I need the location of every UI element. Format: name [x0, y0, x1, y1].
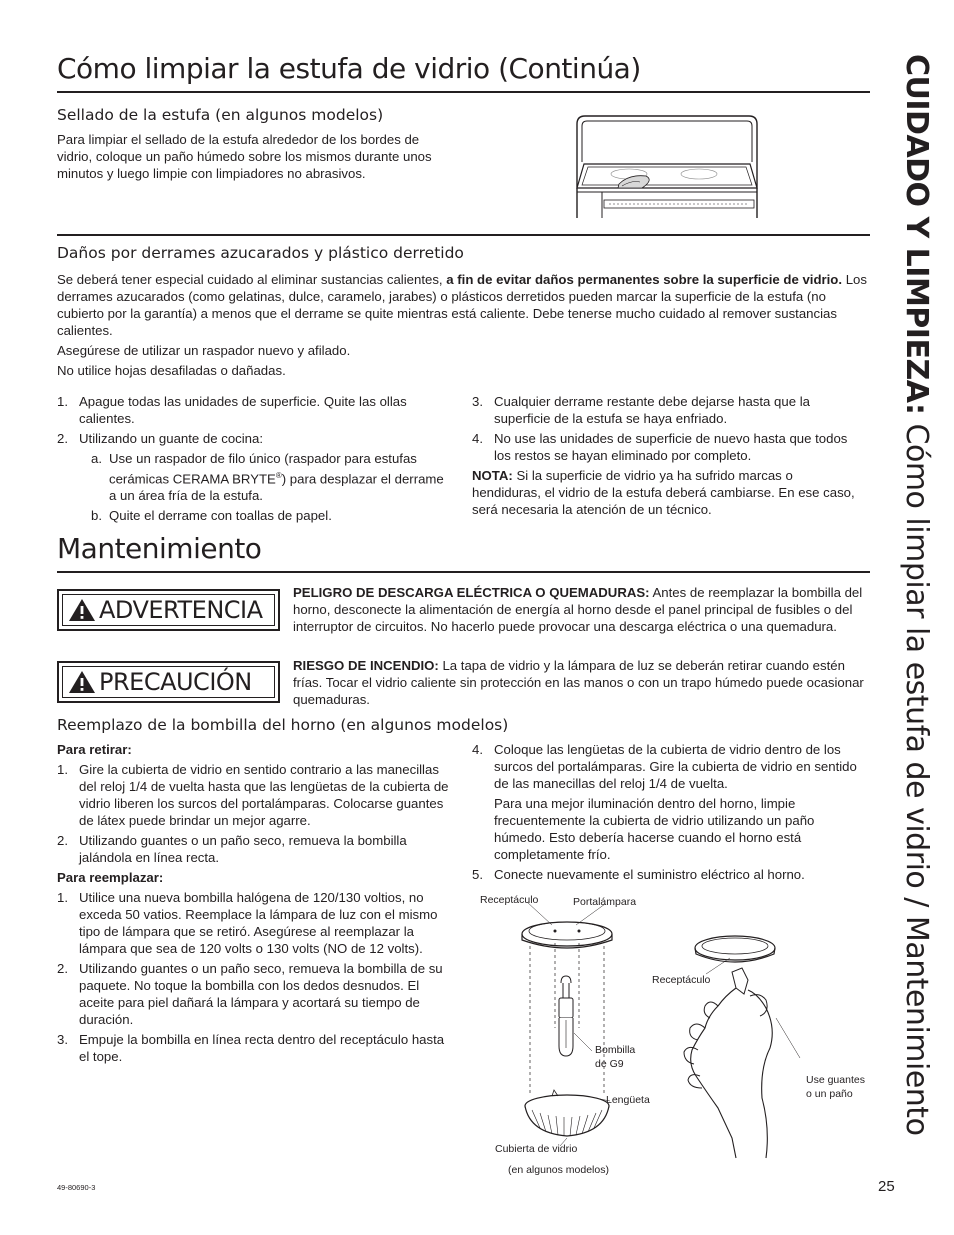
warning-box: [57, 589, 280, 631]
caution-text-body: La tapa de vidrio y la lámpara de luz se deberán retirar cuando estén frías. Tocar el vidrio caliente sin protección en las manos o con un trapo húmedo puede ocasionar quemaduras.: [293, 658, 864, 707]
label-gloves-1: Use guantes: [806, 1074, 865, 1086]
sub-step-text: Quite el derrame con toallas de papel.: [109, 508, 332, 524]
warning-text: [293, 584, 873, 635]
label-bulb-1: Bombilla: [595, 1044, 636, 1056]
step-text: Utilizando guantes o un paño seco, remueva la bombilla de su paquete. No toque la bombilla con los dedos desnudos. El aceite para piel dañará la lámpara y acortará su tiempo de duración.: [79, 961, 443, 1027]
caution-box-inner: [62, 666, 275, 698]
step-text-extra: Para una mejor iluminación dentro del horno, limpie frecuentemente la cubierta de vidrio utilizando un paño húmedo. Esto debería hacerse cuando el horno está completamente frío.: [494, 796, 815, 862]
list-item-continuation: [472, 795, 862, 863]
seal-heading: Sellado de la estufa (en algunos modelos): [57, 106, 384, 124]
spills-paragraph-3: No utilice hojas desafiladas o dañadas.: [57, 363, 286, 378]
step-number: 4.: [472, 431, 483, 446]
spills-steps-right: [472, 393, 857, 518]
sub-step-letter: a.: [91, 451, 102, 466]
warning-text-bold: PELIGRO DE DESCARGA ELÉCTRICA O QUEMADURAS:: [293, 585, 650, 600]
list-item: [472, 393, 857, 427]
caution-triangle-icon: [67, 669, 97, 695]
spills-paragraph-1: [57, 271, 872, 339]
label-bulb-2: de G9: [595, 1058, 624, 1070]
warning-box-inner: [62, 594, 275, 626]
list-item: [472, 430, 857, 464]
note: [472, 467, 857, 518]
page-number: 25: [878, 1178, 895, 1195]
list-item: [57, 430, 452, 447]
spills-p1-a: Se deberá tener especial cuidado al eliminar sustancias calientes,: [57, 272, 447, 287]
label-receptacle-2: Receptáculo: [652, 974, 711, 986]
g9-bulb-drawing: [559, 976, 592, 1056]
warning-label: ADVERTENCIA: [99, 596, 263, 624]
bulb-heading: Reemplazo de la bombilla del horno (en algunos modelos): [57, 716, 509, 734]
caution-box: [57, 661, 280, 703]
warning-text-body: Antes de reemplazar la bombilla del horno, desconecte la alimentación de energía al horno desde el panel principal de fusibles o del interruptor de circuitos. No hacerlo puede provocar una descarga eléctrica o una quemadura.: [293, 585, 863, 634]
list-sub-item: [57, 507, 452, 524]
step-number: 2.: [57, 961, 68, 976]
step-number: 5.: [472, 867, 483, 882]
label-glass-cover: Cubierta de vidrio: [495, 1143, 578, 1155]
step-number: 2.: [57, 431, 68, 446]
spills-rule: [57, 234, 870, 236]
list-sub-item: [57, 450, 452, 504]
spills-paragraph-2: Asegúrese de utilizar un raspador nuevo y afilado.: [57, 343, 351, 358]
step-number: 3.: [57, 1032, 68, 1047]
list-item: [57, 761, 452, 829]
spills-steps-left: [57, 393, 452, 527]
remove-label: Para retirar:: [57, 742, 132, 757]
step-text: Apague todas las unidades de superficie. Quite las ollas calientes.: [79, 394, 407, 426]
registered-mark: ®: [275, 471, 282, 480]
page-title: Cómo limpiar la estufa de vidrio (Continúa): [57, 52, 641, 85]
label-some-models: (en algunos modelos): [508, 1164, 609, 1176]
step-text: Utilice una nueva bombilla halógena de 120/130 voltios, no exceda 50 vatios. Reemplace la lámpara de luz con el mismo tipo de lámpara que se retiró. Asegúrese al reemplazar la lámpara que sea de 120 volts o 130 volts (NO de 12 volts).: [79, 890, 438, 956]
spills-p1-bold: a fin de evitar daños permanentes sobre la superficie de vidrio.: [446, 272, 843, 287]
label-gloves-2: o un paño: [806, 1088, 853, 1100]
step-text: Coloque las lengüetas de la cubierta de vidrio dentro de los surcos del portalámparas. Gire la cubierta de vidrio en sentido de las manecillas del reloj 1/4 de vuelta.: [494, 742, 857, 791]
title-rule: [57, 91, 870, 93]
sub-step-text-cont: ) para desplazar el derrame a un área fría de la estufa.: [109, 471, 444, 504]
list-item: [57, 960, 452, 1028]
seal-body: Para limpiar el sellado de la estufa alrededor de los bordes de vidrio, coloque un paño húmedo sobre los mismos durante unos minutos y luego limpie con limpiadores no abrasivos.: [57, 132, 432, 181]
step-text: Utilizando guantes o un paño seco, remueva la bombilla jalándola en línea recta.: [79, 833, 407, 865]
hand-installing-drawing: [684, 936, 800, 1158]
step-text: Utilizando un guante de cocina:: [79, 431, 264, 446]
maintenance-rule: [57, 571, 870, 573]
label-lampholder: Portalámpara: [573, 896, 637, 908]
step-number: 3.: [472, 394, 483, 409]
document-code: 49-80690-3: [57, 1183, 96, 1192]
list-item: [57, 1031, 452, 1065]
step-text: No use las unidades de superficie de nuevo hasta que todos los restos se hayan eliminado por completo.: [494, 431, 848, 463]
list-item: [472, 866, 862, 883]
side-title-rest: Cómo limpiar la estufa de vidrio / Mantenimiento: [899, 414, 934, 1136]
step-number: 1.: [57, 890, 68, 905]
step-text: Empuje la bombilla en línea recta dentro del receptáculo hasta el tope.: [79, 1032, 445, 1064]
caution-text: [293, 657, 873, 708]
step-text: Cualquier derrame restante debe dejarse hasta que la superficie de la estufa se haya enfriado.: [494, 394, 810, 426]
list-item: [57, 832, 452, 866]
side-section-title: [874, 54, 934, 1136]
step-text: Conecte nuevamente el suministro eléctrico al horno.: [494, 867, 805, 882]
label-tab: Lengüeta: [606, 1094, 650, 1106]
step-number: 4.: [472, 742, 483, 757]
replace-label: Para reemplazar:: [57, 870, 164, 885]
caution-label: PRECAUCIÓN: [99, 668, 252, 696]
step-number: 1.: [57, 762, 68, 777]
step-number: 2.: [57, 833, 68, 848]
list-item: [472, 741, 862, 792]
sub-step-text: Use un raspador de filo único (raspador para estufas cerámicas CERAMA BRYTE: [109, 451, 417, 487]
note-text: Si la superficie de vidrio ya ha sufrido marcas o hendiduras, el vidrio de la estufa deberá cambiarse. En ese caso, será necesaria la atención de un técnico.: [472, 468, 855, 517]
bulb-right-column: [472, 741, 862, 886]
spills-heading: Daños por derrames azucarados y plástico derretido: [57, 244, 464, 262]
list-item: [57, 393, 452, 427]
spills-p1-c: Los derrames azucarados (como gelatinas, dulce, caramelo, jarabes) o plásticos derretidos pueden marcar la superficie de la estufa (no cubierto por la garantía) a menos que el derrame se quite mientras está caliente. Debe tenerse mucho cuidado al remover sustancias calientes.: [57, 272, 867, 338]
note-label: NOTA:: [472, 468, 513, 483]
step-number: 1.: [57, 394, 68, 409]
warning-triangle-icon: [67, 597, 97, 623]
receptacle-drawing: [522, 902, 612, 948]
label-receptacle-1: Receptáculo: [480, 894, 539, 906]
glass-cover-drawing: [525, 1090, 610, 1146]
caution-text-bold: RIESGO DE INCENDIO:: [293, 658, 439, 673]
side-title-bold: CUIDADO Y LIMPIEZA:: [899, 54, 934, 415]
maintenance-title: Mantenimiento: [57, 532, 262, 565]
list-item: [57, 889, 452, 957]
bulb-left-column: [57, 741, 452, 1068]
sub-step-letter: b.: [91, 508, 102, 524]
step-text: Gire la cubierta de vidrio en sentido contrario a las manecillas del reloj 1/4 de vuelta hasta que las lengüetas de la cubierta de vidrio liberen los surcos del portalámparas. Colocarse guantes de látex puede brindar un mejor agarre.: [79, 762, 449, 828]
stove-illustration: [574, 112, 759, 218]
